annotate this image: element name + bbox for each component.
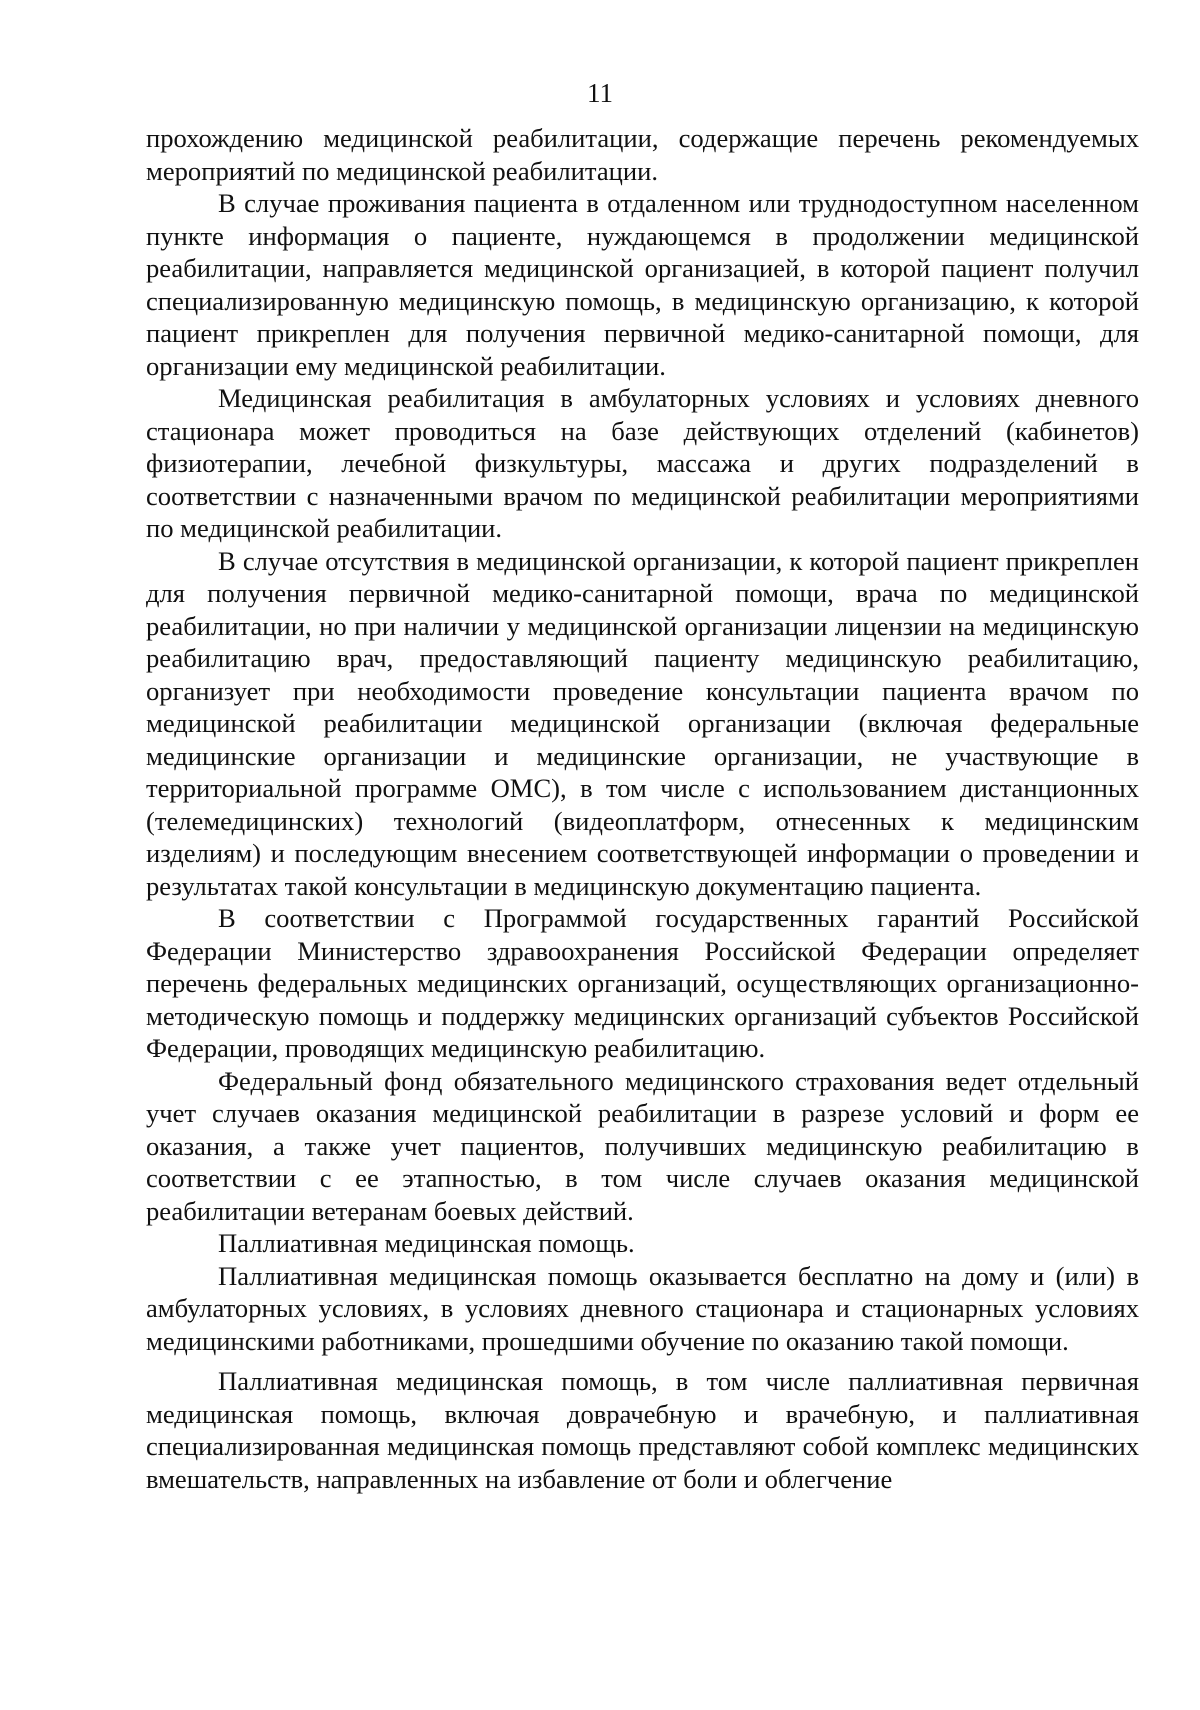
section-heading: Паллиативная медицинская помощь.: [218, 1228, 635, 1258]
paragraph: Паллиативная медицинская помощь оказывается бесплатно на дому и (или) в амбулаторных условиях, в условиях дневного стационара и стационарных условиях медицинскими работниками, прошедшими обучение по оказанию такой помощи.: [146, 1260, 1139, 1356]
paragraph: В случае отсутствия в медицинской организации, к которой пациент прикреплен для получения первичной медико-санитарной помощи, врача по медицинской реабилитации, но при наличии у медицинской организации лицензии на медицинскую реабилитацию врач, предоставляющий пациенту медицинскую реабилитацию, организует при необходимости проведение консультации пациента врачом по медицинской реабилитации медицинской организации (включая федеральные медицинские организации и медицинские организации, не участвующие в территориальной программе ОМС), в том числе с использованием дистанционных (телемедицинских) технологий (видеоплатформ, отнесенных к медицинским изделиям) и последующим внесением соответствующей информации о проведении и результатах такой консультации в медицинскую документацию пациента.: [146, 545, 1139, 901]
paragraph: Паллиативная медицинская помощь, в том числе паллиативная первичная медицинская помощь, включая доврачебную и врачебную, и паллиативная специализированная медицинская помощь представляют собой комплекс медицинских вмешательств, направленных на избавление от боли и облегчение: [146, 1366, 1139, 1494]
page-number: 11: [587, 78, 613, 108]
paragraph: В случае проживания пациента в отдаленном или труднодоступном населенном пункте информация о пациенте, нуждающемся в продолжении медицинской реабилитации, направляется медицинской организацией, в которой пациент получил специализированную медицинскую помощь, в медицинскую организацию, к которой пациент прикреплен для получения первичной медико-санитарной помощи, для организации ему медицинской реабилитации.: [146, 188, 1139, 381]
paragraph: Федеральный фонд обязательного медицинского страхования ведет отдельный учет случаев оказания медицинской реабилитации в разрезе условий и форм ее оказания, а также учет пациентов, получивших медицинскую реабилитацию в соответствии с ее этапностью, в том числе случаев оказания медицинской реабилитации ветеранам боевых действий.: [146, 1065, 1139, 1226]
paragraph-continuation: прохождению медицинской реабилитации, содержащие перечень рекомендуемых мероприятий по медицинской реабилитации.: [146, 123, 1139, 186]
document-body: [146, 122, 1139, 1495]
paragraph: Медицинская реабилитация в амбулаторных условиях и условиях дневного стационара может проводиться на базе действующих отделений (кабинетов) физиотерапии, лечебной физкультуры, массажа и других подразделений в соответствии с назначенными врачом по медицинской реабилитации мероприятиями по медицинской реабилитации.: [146, 383, 1139, 543]
paragraph: В соответствии с Программой государственных гарантий Российской Федерации Министерство здравоохранения Российской Федерации определяет перечень федеральных медицинских организаций, осуществляющих организационно-методическую помощь и поддержку медицинских организаций субъектов Российской Федерации, проводящих медицинскую реабилитацию.: [146, 903, 1139, 1063]
